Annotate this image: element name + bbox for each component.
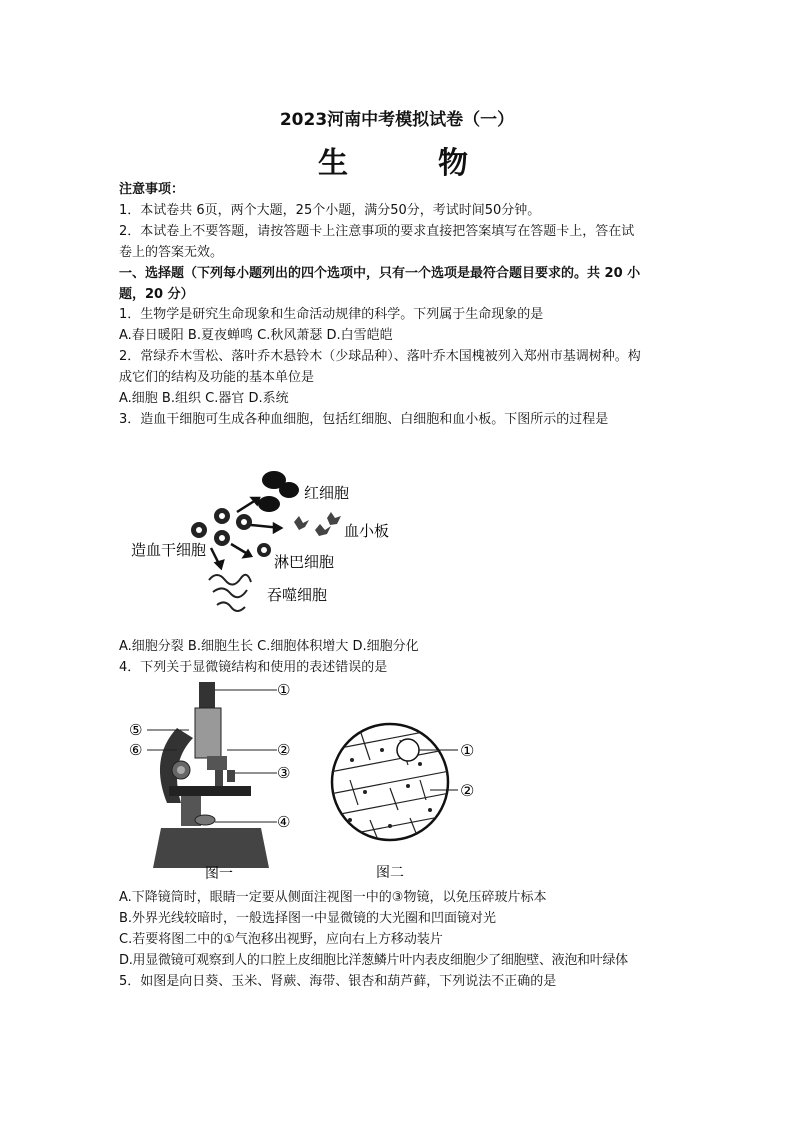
subject-title: 生 物: [318, 146, 498, 181]
fig1-label-4: ④: [277, 813, 291, 831]
platelets: [294, 512, 341, 536]
q2-stem-line-1: 2．常绿乔木雪松、落叶乔木悬铃木（少球品种）、落叶乔木国槐被列入郑州市基调树种。构: [119, 349, 641, 364]
section-heading-line-2: 题，20 分）: [119, 287, 194, 302]
notice-item-1: 1．本试卷共 6页，两个大题，25个小题，满分50分，考试时间50分钟。: [119, 203, 541, 218]
platelet-label: 血小板: [344, 522, 390, 540]
q4-option-b: B.外界光线较暗时，一般选择图一中显微镜的大光圈和凹面镜对光: [119, 911, 497, 926]
field-of-view-figure: [330, 720, 500, 883]
fig1-label-5: ⑤: [129, 721, 143, 739]
fig2-label-1: ①: [460, 741, 475, 760]
fig1-label-2: ②: [277, 741, 291, 759]
figure2-caption: 图二: [376, 865, 404, 881]
air-bubble: [397, 739, 419, 761]
q5-stem: 5．如图是向日葵、玉米、肾蕨、海带、银杏和葫芦藓，下列说法不正确的是: [119, 974, 557, 989]
q2-stem-line-2: 成它们的结构及功能的基本单位是: [119, 370, 315, 385]
phagocyte: [209, 575, 251, 611]
section-heading-line-1: 一、选择题（下列每小题列出的四个选项中，只有一个选项是最符合题目要求的。共 20 小: [119, 266, 641, 281]
microscope-body: [153, 682, 269, 868]
fig1-label-1: ①: [277, 681, 291, 699]
stem-cell-label: 造血干细胞: [131, 541, 207, 559]
q3-options: A.细胞分裂 B.细胞生长 C.细胞体积增大 D.细胞分化: [119, 639, 419, 654]
q4-option-a: A.下降镜筒时，眼睛一定要从侧面注视图一中的③物镜，以免压碎玻片标本: [119, 890, 547, 905]
notice-item-2-line-1: 2．本试卷上不要答题，请按答题卡上注意事项的要求直接把答案填写在答题卡上，答在试: [119, 224, 635, 239]
q1-options: A.春日暖阳 B.夏夜蝉鸣 C.秋风萧瑟 D.白雪皑皑: [119, 328, 393, 343]
microscope-diagram: [119, 678, 309, 883]
fig1-label-3: ③: [277, 764, 291, 782]
q3-stem: 3．造血干细胞可生成各种血细胞，包括红细胞、白细胞和血小板。下图所示的过程是: [119, 412, 609, 427]
blood-cell-diagram: [119, 440, 419, 630]
microscope-figure: [119, 678, 309, 883]
exam-title: 2023河南中考模拟试卷（一）: [279, 110, 515, 130]
notice-heading: 注意事项：: [119, 182, 185, 197]
lymphocyte-label: 淋巴细胞: [274, 553, 335, 571]
lymphocyte: [257, 543, 271, 557]
figure1-caption: 图一: [205, 866, 233, 882]
fig2-label-2: ②: [460, 781, 475, 800]
q1-stem: 1．生物学是研究生命现象和生命活动规律的科学。下列属于生命现象的是: [119, 307, 544, 322]
fig1-label-6: ⑥: [129, 741, 143, 759]
q2-options: A.细胞 B.组织 C.器官 D.系统: [119, 391, 289, 406]
red-blood-cells: [258, 471, 299, 512]
phagocyte-label: 吞噬细胞: [267, 586, 328, 604]
field-of-view-diagram: [330, 720, 500, 883]
notice-item-2-line-2: 卷上的答案无效。: [119, 245, 224, 260]
blood-cell-figure: [119, 440, 419, 630]
q4-stem: 4．下列关于显微镜结构和使用的表述错误的是: [119, 660, 388, 675]
q4-option-d: D.用显微镜可观察到人的口腔上皮细胞比洋葱鳞片叶内表皮细胞少了细胞壁、液泡和叶绿体: [119, 953, 628, 968]
red-cell-label: 红细胞: [304, 484, 350, 502]
q4-option-c: C.若要将图二中的①气泡移出视野，应向右上方移动装片: [119, 932, 443, 947]
